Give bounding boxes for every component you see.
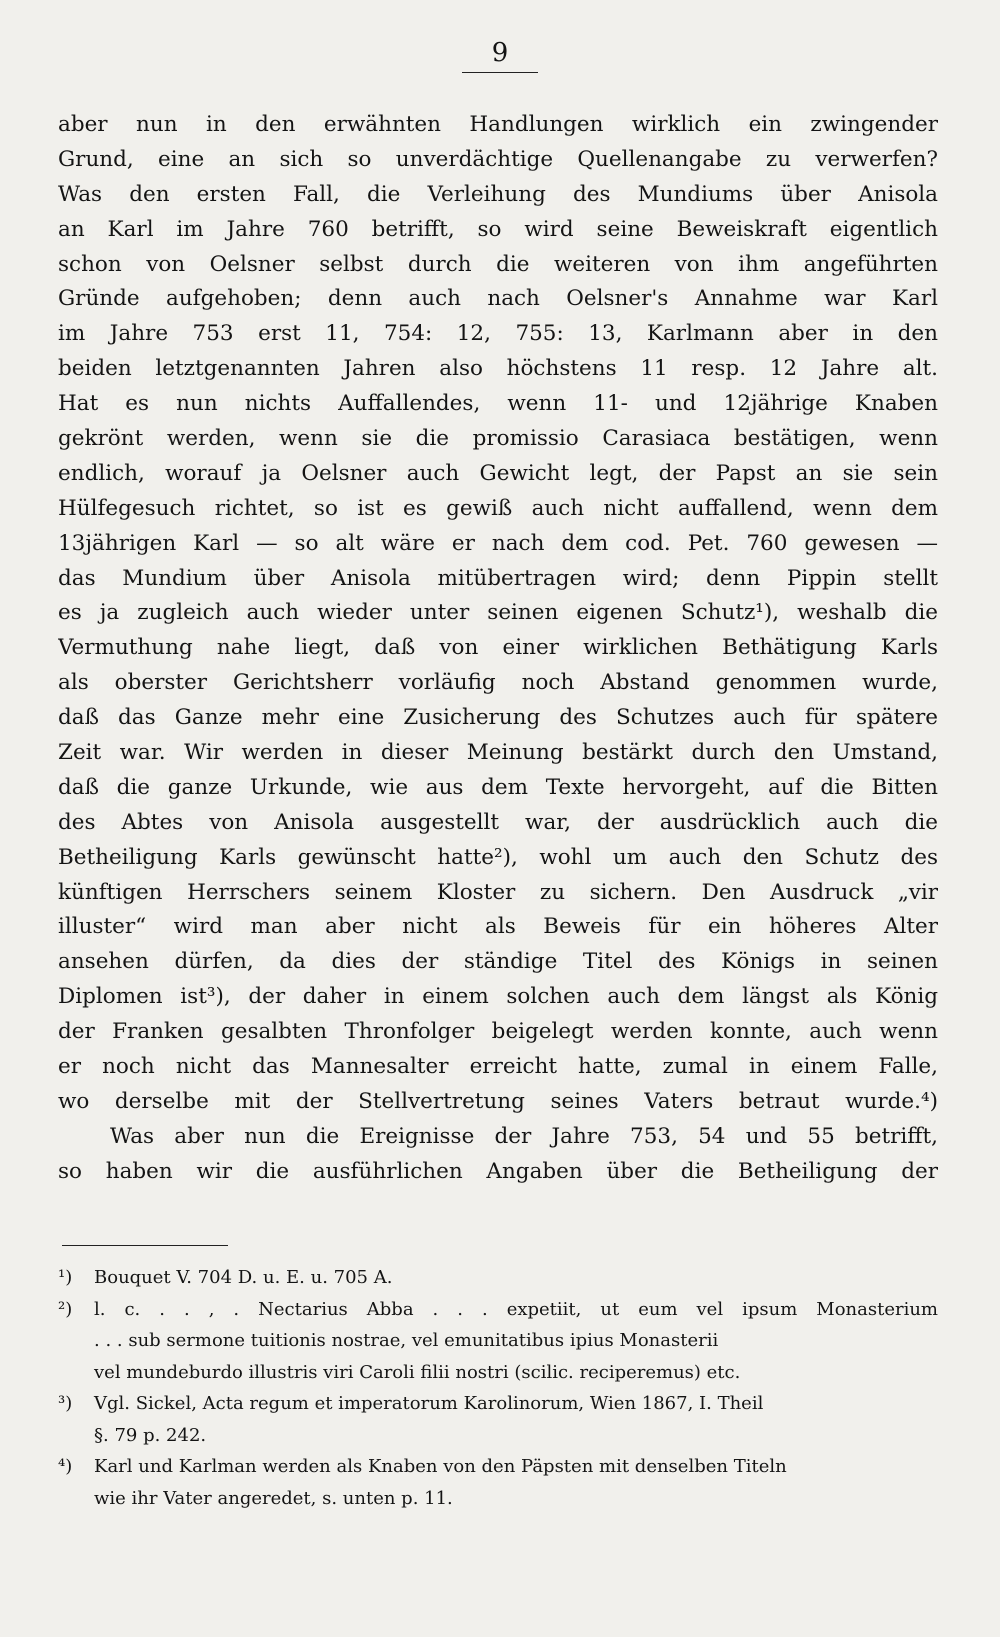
text-line: aber nun in den erwähnten Handlungen wirklich ein zwingender [58,112,938,137]
text-line: Was den ersten Fall, die Verleihung des Mundiums über Anisola [58,181,938,207]
text-line: Gründe aufgehoben; denn auch nach Oelsner's Annahme war Karl [58,286,938,312]
body-text [58,108,938,1190]
footnotes [58,1262,938,1514]
footnote-text: l. c. . . , . Nectarius Abba . . . expetiit, ut eum vel ipsum Monasterium [94,1298,938,1320]
text-line: im Jahre 753 erst 11, 754: 12, 755: 13, Karlmann aber in den [58,321,938,347]
footnote-text: Karl und Karlman werden als Knaben von den Päpsten mit denselben Titeln [94,1456,787,1477]
text-line: endlich, worauf ja Oelsner auch Gewicht legt, der Papst an sie sein [58,460,938,486]
footnote-text: Vgl. Sickel, Acta regum et imperatorum Karolinorum, Wien 1867, I. Theil [94,1393,764,1414]
page-number: 9 [491,38,509,68]
text-line: Hat es nun nichts Auffallendes, wenn 11- und 12jährige Knaben [58,391,938,417]
text-line: schon von Oelsner selbst durch die weiteren von ihm angeführten [58,251,938,277]
text-line: gekrönt werden, wenn sie die promissio Carasiaca bestätigen, wenn [58,426,938,452]
footnote-mark: ²) [58,1298,73,1320]
footnote-2-cont: vel mundeburdo illustris viri Caroli filii nostri (scilic. reciperemus) etc. [94,1361,741,1383]
text-line: 13jährigen Karl — so alt wäre er nach dem cod. Pet. 760 gewesen — [58,530,938,556]
text-line: Diplomen ist³), der daher in einem solchen auch dem längst als König [58,984,938,1010]
text-line: ansehen dürfen, da dies der ständige Titel des Königs in seinen [58,949,938,975]
footnote-4-cont: wie ihr Vater angeredet, s. unten p. 11. [94,1487,453,1509]
footnote-2-cont: . . . sub sermone tuitionis nostrae, vel emunitatibus ipius Monasterii [94,1330,719,1351]
text-line: illuster“ wird man aber nicht als Beweis für ein höheres Alter [58,914,938,940]
footnote-3 [58,1388,938,1420]
text-line: Vermuthung nahe liegt, daß von einer wirklichen Bethätigung Karls [58,635,938,661]
text-line: beiden letztgenannten Jahren also höchstens 11 resp. 12 Jahre alt. [58,356,938,382]
footnote-mark: ¹) [58,1267,73,1288]
text-line: wo derselbe mit der Stellvertretung seines Vaters betraut wurde.⁴) [58,1088,938,1114]
footnote-text: Bouquet V. 704 D. u. E. u. 705 A. [94,1267,393,1288]
text-line: an Karl im Jahre 760 betrifft, so wird seine Beweiskraft eigentlich [58,216,938,242]
footnote-mark: ³) [58,1393,73,1414]
text-line: daß das Ganze mehr eine Zusicherung des Schutzes auch für spätere [58,705,938,731]
text-line: künftigen Herrschers seinem Kloster zu sichern. Den Ausdruck „vir [58,879,938,905]
text-line: das Mundium über Anisola mitübertragen wird; denn Pippin stellt [58,565,938,591]
footnote-4 [58,1451,938,1483]
header-rule [462,72,538,73]
footnote-3-cont: §. 79 p. 242. [94,1424,207,1446]
text-line: der Franken gesalbten Thronfolger beigelegt werden konnte, auch wenn [58,1019,938,1045]
footnote-mark: ⁴) [58,1456,73,1477]
text-line: er noch nicht das Mannesalter erreicht hatte, zumal in einem Falle, [58,1054,938,1080]
text-line: es ja zugleich auch wieder unter seinen eigenen Schutz¹), weshalb die [58,600,938,626]
text-line: daß die ganze Urkunde, wie aus dem Texte hervorgeht, auf die Bitten [58,774,938,800]
text-line: Zeit war. Wir werden in dieser Meinung bestärkt durch den Umstand, [58,740,938,766]
text-line: des Abtes von Anisola ausgestellt war, der ausdrücklich auch die [58,809,938,835]
text-line: Was aber nun die Ereignisse der Jahre 753, 54 und 55 betrifft, [110,1123,938,1149]
footnote-rule [62,1245,228,1246]
text-line: so haben wir die ausführlichen Angaben über die Betheiligung der [58,1158,938,1184]
footnote-2 [58,1294,938,1326]
text-line: Betheiligung Karls gewünscht hatte²), wohl um auch den Schutz des [58,844,938,870]
text-line: als oberster Gerichtsherr vorläufig noch Abstand genommen wurde, [58,670,938,696]
text-line: Hülfegesuch richtet, so ist es gewiß auch nicht auffallend, wenn dem [58,495,938,521]
footnote-1 [58,1262,938,1294]
text-line: Grund, eine an sich so unverdächtige Quellenangabe zu verwerfen? [58,146,938,172]
